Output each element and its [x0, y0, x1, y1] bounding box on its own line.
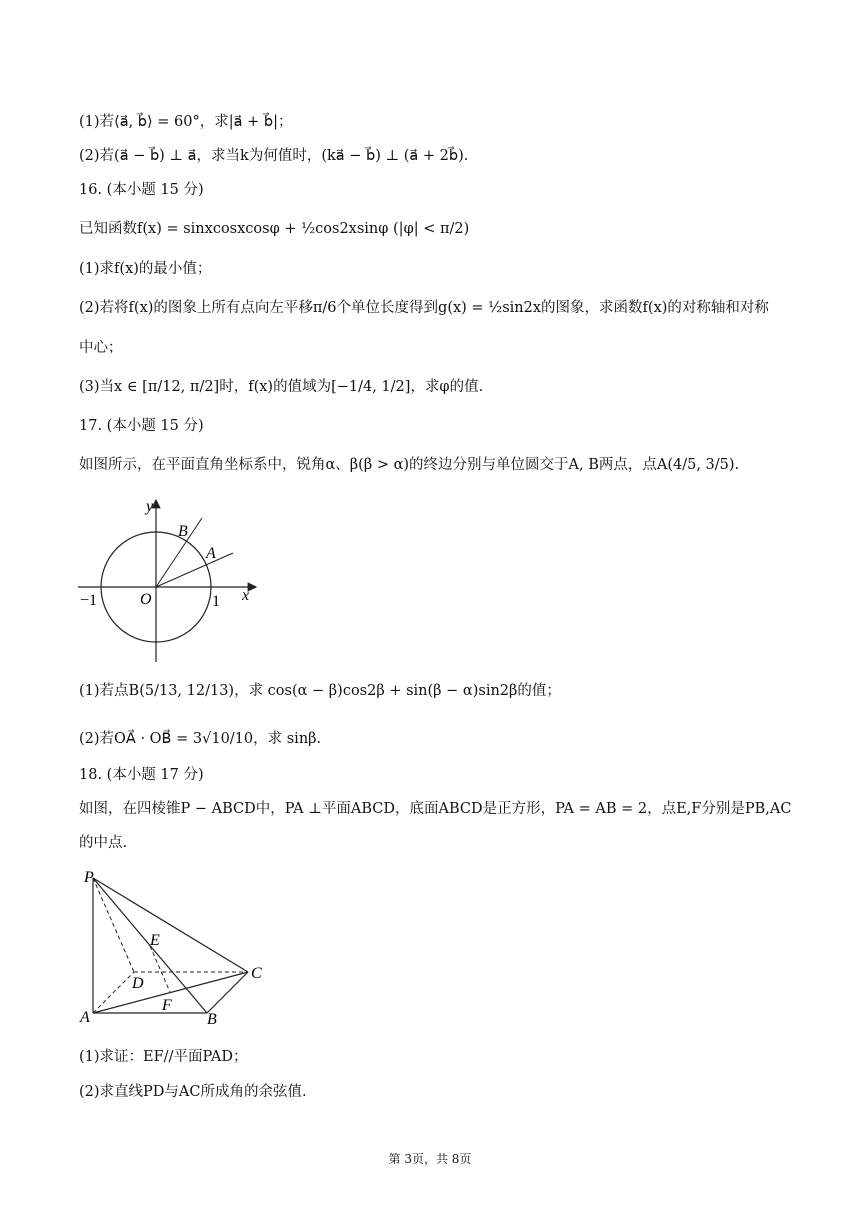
label-O: O — [140, 591, 152, 608]
line-q16-2: (2)若将f(x)的图象上所有点向左平移π/6个单位长度得到g(x) = ½sin2x的图象，求函数f(x)的对称轴和对称 — [79, 300, 769, 316]
line-q16-3: (3)当x ∈ [π/12, π/2]时，f(x)的值域为[−1/4, 1/2]，求φ的值. — [79, 379, 484, 395]
label-B: B — [178, 523, 188, 540]
line-q15-1: (1)若⟨a⃗, b⃗⟩ = 60°，求|a⃗ + b⃗|； — [79, 114, 293, 130]
label-C: C — [251, 965, 262, 982]
line-q17-2: (2)若OA⃗ · OB⃗ = 3√10/10，求 sinβ. — [79, 731, 322, 747]
label-one: 1 — [212, 593, 220, 610]
line-q18-stem: 如图，在四棱锥P − ABCD中，PA ⊥平面ABCD，底面ABCD是正方形，PA = AB = 2，点E,F分别是PB,AC — [79, 801, 792, 817]
page-footer: 第 3页，共 8页 — [388, 1152, 472, 1166]
line-q16-1: (1)求f(x)的最小值； — [79, 261, 212, 277]
label-y: y — [146, 498, 154, 515]
label-D: D — [132, 975, 144, 992]
line-q18-stem-b: 的中点. — [79, 835, 128, 851]
pyramid-figure — [76, 864, 276, 1034]
line-q18-1: (1)求证：EF//平面PAD； — [79, 1049, 248, 1065]
heading-q16: 16. (本小题 15 分) — [79, 182, 204, 198]
label-E: E — [150, 932, 160, 949]
label-P: P — [84, 869, 94, 886]
line-q16-2b: 中心； — [79, 340, 123, 356]
label-B: B — [207, 1011, 217, 1028]
unit-circle-figure — [70, 490, 270, 670]
label-x: x — [242, 587, 250, 604]
label-F: F — [162, 997, 172, 1014]
label-minus-one: −1 — [80, 592, 98, 609]
line-q15-2: (2)若(a⃗ − b⃗) ⊥ a⃗，求当k为何值时，(ka⃗ − b⃗) ⊥ (a⃗ + 2b⃗). — [79, 148, 469, 164]
label-A: A — [206, 545, 216, 562]
line-q18-2: (2)求直线PD与AC所成角的余弦值. — [79, 1084, 307, 1100]
line-q17-stem: 如图所示，在平面直角坐标系中，锐角α、β(β > α)的终边分别与单位圆交于A, B两点，点A(4/5, 3/5). — [79, 457, 740, 473]
line-q16-func: 已知函数f(x) = sinxcosxcosφ + ½cos2xsinφ (|φ| < π/2) — [79, 221, 470, 237]
line-q17-1: (1)若点B(5/13, 12/13)，求 cos(α − β)cos2β + sin(β − α)sin2β的值； — [79, 683, 561, 699]
heading-q17: 17. (本小题 15 分) — [79, 418, 204, 434]
label-A: A — [80, 1009, 90, 1026]
heading-q18: 18. (本小题 17 分) — [79, 767, 204, 783]
